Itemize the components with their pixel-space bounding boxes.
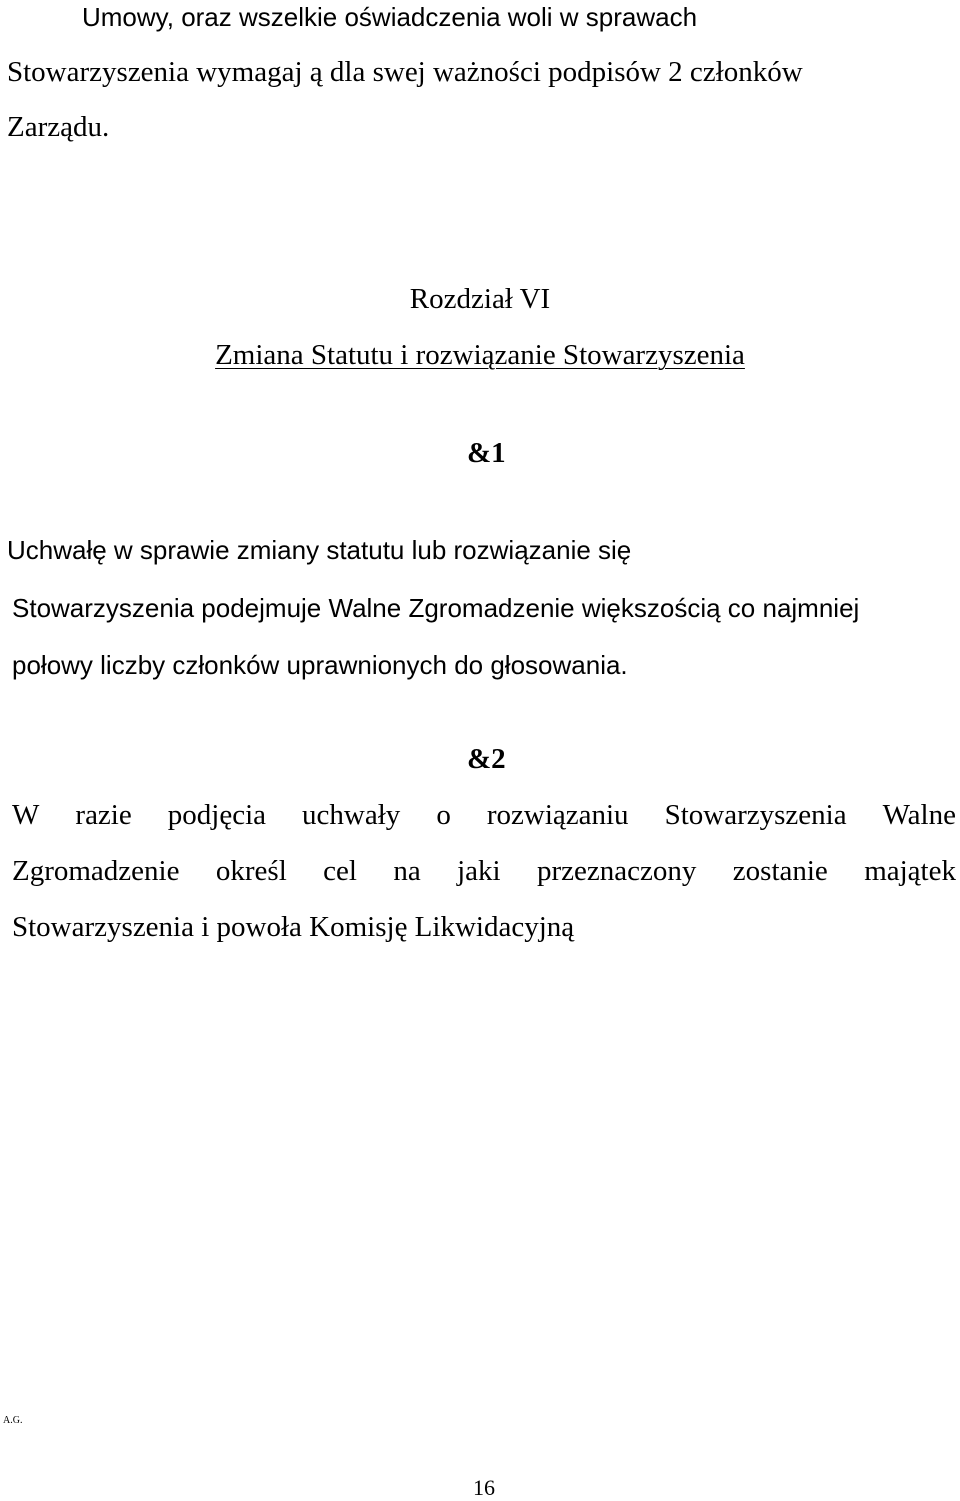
section-heading: &1 (467, 437, 506, 469)
word: uchwały (302, 799, 401, 831)
word: W (12, 799, 40, 831)
word: Zgromadzenie (12, 855, 180, 887)
paragraph-line: Stowarzyszenia wymagaj ą dla swej ważności podpisów 2 członków (7, 56, 803, 88)
word: razie (75, 799, 132, 831)
section-line: Stowarzyszenia podejmuje Walne Zgromadzenie większością co najmniej (12, 593, 860, 623)
word: cel (323, 855, 357, 887)
chapter-subtitle-text: Zmiana Statutu i rozwiązanie Stowarzyszenia (215, 339, 745, 371)
page-number: 16 (473, 1475, 495, 1500)
word: podjęcia (167, 799, 267, 831)
paragraph-line: Zarządu. (7, 111, 110, 143)
word: o (436, 799, 451, 831)
footer-initials: A.G. (3, 1415, 23, 1426)
section-line: Stowarzyszenia i powoła Komisję Likwidacyjną (12, 911, 575, 943)
section-line: Uchwałę w sprawie zmiany statutu lub rozwiązanie się (7, 535, 632, 565)
word: określ (215, 855, 287, 887)
paragraph-line: Umowy, oraz wszelkie oświadczenia woli w sprawach (82, 2, 698, 32)
word: przeznaczony (537, 855, 697, 887)
word: jaki (457, 855, 501, 887)
word: Stowarzyszenia (664, 799, 847, 831)
word: majątek (864, 855, 956, 887)
chapter-subtitle (0, 338, 960, 372)
section-line: połowy liczby członków uprawnionych do głosowania. (12, 650, 628, 680)
section-heading: &2 (467, 743, 506, 775)
section-line-justified (12, 854, 956, 888)
word: na (393, 855, 421, 887)
word: zostanie (732, 855, 828, 887)
word: rozwiązaniu (486, 799, 629, 831)
section-line-justified (12, 798, 956, 832)
chapter-title: Rozdział VI (409, 283, 551, 315)
word: Walne (882, 799, 956, 831)
